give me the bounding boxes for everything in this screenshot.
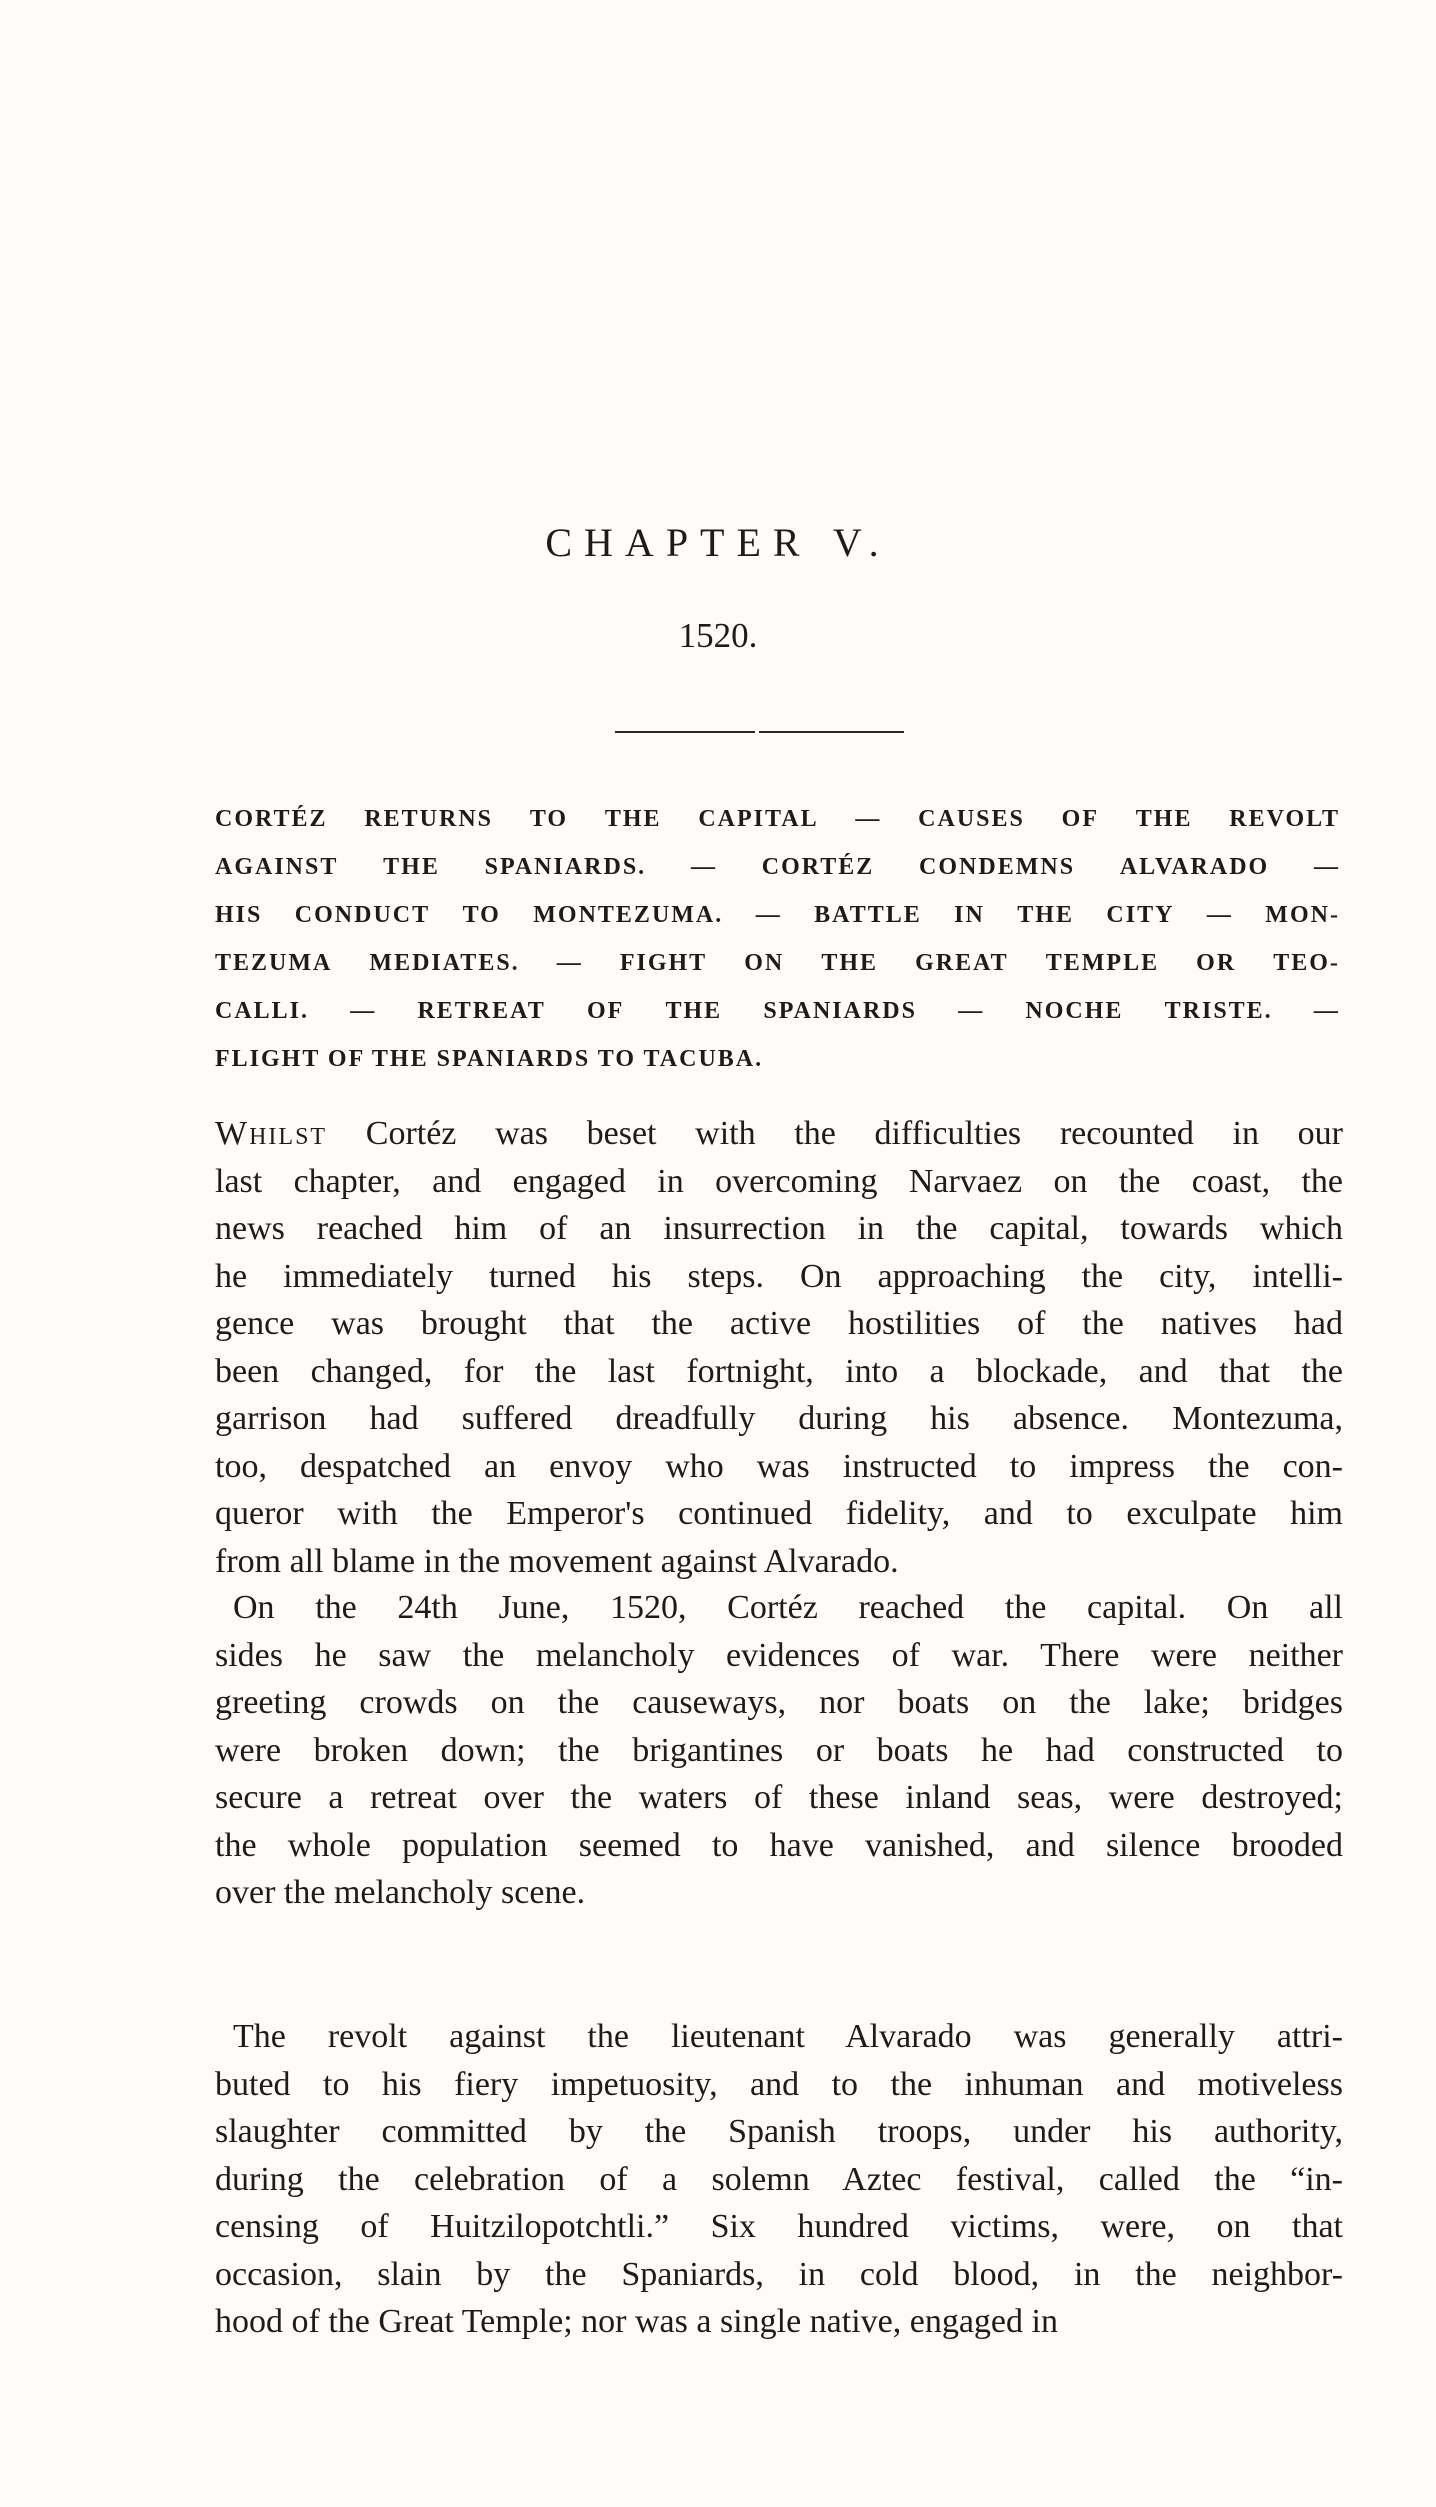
paragraph-line: last chapter, and engaged in overcoming Narvaez on the coast, the [215,1162,1343,1200]
paragraph-1 [215,1110,1343,1585]
synopsis-word: TO [462,902,501,928]
synopsis-word: CITY [1106,902,1175,928]
chapter-synopsis [215,795,1340,1083]
paragraph-3 [215,2013,1343,2346]
paragraph-line: garrison had suffered dreadfully during his absence. Montezuma, [215,1400,1343,1437]
paragraph-1-lines [215,1158,1343,1586]
synopsis-word: NOCHE [1025,998,1124,1024]
synopsis-word: MEDIATES. [369,950,520,976]
chapter-year: 1520. [678,616,758,655]
synopsis-word: CAUSES [918,806,1025,832]
synopsis-word: FLIGHT OF THE SPANIARDS TO TACUBA. [215,1046,764,1072]
synopsis-line [215,795,1340,843]
synopsis-word: AGAINST [215,854,339,880]
paragraph-line: the whole population seemed to have vanished, and silence brooded [215,1826,1343,1864]
synopsis-line [215,843,1340,891]
paragraph-line: slaughter committed by the Spanish troops, under his authority, [215,2113,1343,2150]
synopsis-word: — [958,998,985,1024]
synopsis-word: REVOLT [1229,806,1340,832]
paragraph-line: queror with the Emperor's continued fidelity, and to exculpate him [215,1495,1343,1532]
synopsis-word: OF [1061,806,1099,832]
paragraph-2 [215,1584,1343,1917]
paragraph-line: The revolt against the lieutenant Alvarado was generally attri- [233,2018,1343,2055]
synopsis-word: OR [1196,950,1237,976]
synopsis-word: BATTLE [814,902,922,928]
synopsis-line [215,987,1340,1035]
synopsis-line [215,1035,1340,1083]
synopsis-line [215,891,1340,939]
synopsis-word: CORTÉZ [215,806,328,832]
synopsis-word: THE [1135,806,1193,832]
paragraph-line: hood of the Great Temple; nor was a single native, engaged in [215,2303,1058,2340]
paragraph-line: secure a retreat over the waters of these inland seas, were destroyed; [215,1779,1343,1816]
synopsis-word: THE [604,806,662,832]
synopsis-word: RETURNS [364,806,494,832]
synopsis-line [215,939,1340,987]
synopsis-word: — [855,806,882,832]
synopsis-word: CONDUCT [294,902,431,928]
synopsis-word: MONTEZUMA. [533,902,724,928]
paragraph-line: censing of Huitzilopotchtli.” Six hundred victims, were, on that [215,2208,1343,2245]
paragraph-line: he immediately turned his steps. On approaching the city, intelli- [215,1257,1343,1295]
paragraph-line: were broken down; the brigantines or boats he had constructed to [215,1731,1343,1769]
paragraph-line: sides he saw the melancholy evidences of war. There were neither [215,1636,1343,1674]
paragraph-line: On the 24th June, 1520, Cortéz reached the capital. On all [233,1589,1343,1626]
synopsis-word: — [1313,998,1340,1024]
synopsis-word: SPANIARDS [763,998,917,1024]
synopsis-word: OF [586,998,625,1024]
synopsis-word: FIGHT [619,950,708,976]
synopsis-word: ALVARADO [1119,854,1270,880]
synopsis-word: — [556,950,583,976]
synopsis-word: THE [665,998,723,1024]
paragraph-line: greeting crowds on the causeways, nor boats on the lake; bridges [215,1684,1343,1721]
synopsis-word: RETREAT [417,998,546,1024]
paragraph-line: over the melancholy scene. [215,1874,586,1911]
drop-word: Whilst [215,1115,328,1152]
synopsis-word: CORTÉZ [761,854,875,880]
paragraph-line: too, despatched an envoy who was instructed to impress the con- [215,1447,1343,1485]
synopsis-word: IN [954,902,985,928]
synopsis-word: — [1206,902,1233,928]
synopsis-word: MON- [1265,902,1340,928]
paragraph-line: during the celebration of a solemn Aztec festival, called the “in- [215,2160,1343,2198]
synopsis-word: HIS [215,902,263,928]
synopsis-word: — [755,902,782,928]
synopsis-word: THE [1017,902,1074,928]
synopsis-word: SPANIARDS. [484,854,647,880]
paragraph-line: from all blame in the movement against Alvarado. [215,1542,899,1580]
paragraph-line: Whilst Cortéz was beset with the difficulties recounted in our [215,1115,1343,1152]
synopsis-word: TRISTE. [1164,998,1273,1024]
synopsis-word: THE [821,950,879,976]
synopsis-word: TEO- [1273,950,1340,976]
paragraph-line: news reached him of an insurrection in the capital, towards which [215,1210,1343,1247]
synopsis-word: GREAT [915,950,1009,976]
chapter-title: CHAPTER V. [545,520,891,565]
synopsis-word: — [350,998,377,1024]
paragraph-line: buted to his fiery impetuosity, and to the inhuman and motiveless [215,2065,1343,2103]
synopsis-word: TEZUMA [215,950,333,976]
paragraph-line: gence was brought that the active hostilities of the natives had [215,1305,1343,1342]
paragraph-line: occasion, slain by the Spaniards, in cold blood, in the neighbor- [215,2255,1343,2293]
synopsis-word: ON [744,950,785,976]
synopsis-word: TEMPLE [1045,950,1160,976]
synopsis-word: THE [383,854,440,880]
divider-rule-left [615,731,755,733]
synopsis-word: TO [529,806,569,832]
synopsis-word: — [690,854,717,880]
synopsis-word: CAPITAL [698,806,819,832]
divider-rule-right [759,731,904,733]
synopsis-word: — [1314,854,1340,880]
synopsis-word: CALLI. [215,998,310,1024]
paragraph-line: been changed, for the last fortnight, into a blockade, and that the [215,1352,1343,1390]
synopsis-word: CONDEMNS [919,854,1076,880]
